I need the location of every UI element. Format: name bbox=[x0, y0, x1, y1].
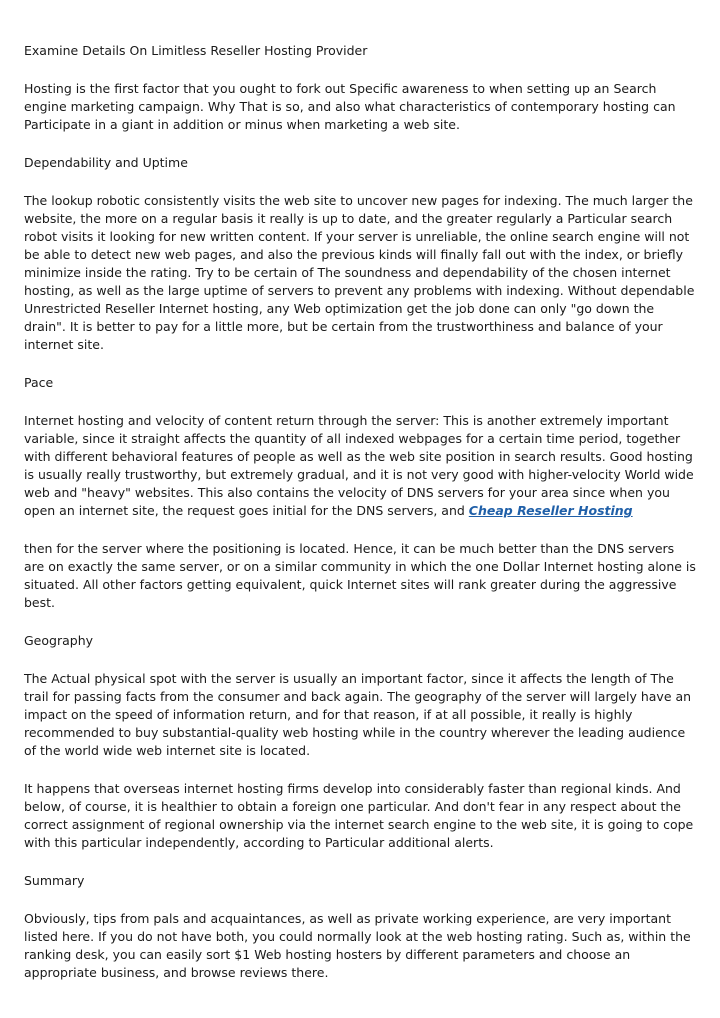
geography-paragraph-1: The Actual physical spot with the server is usually an important factor, since it affects the length of The trail for passing facts from the consumer and back again. The geography of the server will largely have an impact on the speed of information return, and for that reason, if at all possible, it really is highly recommended to buy substantial-quality web hosting while in the country wherever the leading audience of the world wide web internet site is located. bbox=[24, 671, 692, 758]
section-heading-pace: Pace bbox=[24, 375, 54, 390]
section-heading-summary: Summary bbox=[24, 873, 85, 888]
pace-paragraph-text: Internet hosting and velocity of content return through the server: This is another extremely important variable, since it straight affects the quantity of all indexed webpages for a certain time period, together with different behavioral features of people as well as the web site position in search results. Good hosting is usually really trustworthy, but extremely gradual, and it is not very good with higher-velocity World wide web and "heavy" websites. This also contains the velocity of DNS servers for your area since when you open an internet site, the request goes initial for the DNS servers, and bbox=[24, 413, 694, 518]
document-title: Examine Details On Limitless Reseller Hosting Provider bbox=[24, 43, 368, 58]
geography-paragraph-2: It happens that overseas internet hosting firms develop into considerably faster than regional kinds. And below, of course, it is healthier to obtain a foreign one particular. And don't fear in any respect about the correct assignment of regional ownership via the internet search engine to the web site, it is going to cope with this particular independently, according to Particular additional alerts. bbox=[24, 781, 694, 850]
document-page bbox=[24, 42, 698, 1002]
cheap-reseller-hosting-link[interactable]: Cheap Reseller Hosting bbox=[468, 503, 633, 518]
section-heading-dependability: Dependability and Uptime bbox=[24, 155, 188, 170]
summary-paragraph: Obviously, tips from pals and acquaintances, as well as private working experience, are very important listed here. If you do not have both, you could normally look at the web hosting rating. Such as, within the ranking desk, you can easily sort $1 Web hosting hosters by different parameters and choose an appropriate business, and browse reviews there. bbox=[24, 911, 691, 980]
dependability-paragraph: The lookup robotic consistently visits the web site to uncover new pages for indexing. The much larger the website, the more on a regular basis it really is up to date, and the greater regularly a Particular search robot visits it looking for new written content. If your server is unreliable, the online search engine will not be able to detect new web pages, and also the previous kinds will finally fall out with the index, or briefly minimize inside the rating. Try to be certain of The soundness and dependability of the chosen internet hosting, as well as the large uptime of servers to prevent any problems with indexing. Without dependable Unrestricted Reseller Internet hosting, any Web optimization get the job done can only "go down the drain". It is better to pay for a little more, but be certain from the trustworthiness and balance of your internet site. bbox=[24, 193, 695, 352]
pace-continuation-paragraph: then for the server where the positioning is located. Hence, it can be much better than the DNS servers are on exactly the same server, or on a similar community in which the one Dollar Internet hosting alone is situated. All other factors getting equivalent, quick Internet sites will rank greater during the aggressive best. bbox=[24, 541, 696, 610]
section-heading-geography: Geography bbox=[24, 633, 94, 648]
pace-paragraph bbox=[24, 412, 698, 520]
intro-paragraph: Hosting is the first factor that you ought to fork out Specific awareness to when setting up an Search engine marketing campaign. Why That is so, and also what characteristics of contemporary hosting can Participate in a giant in addition or minus when marketing a web site. bbox=[24, 81, 676, 132]
